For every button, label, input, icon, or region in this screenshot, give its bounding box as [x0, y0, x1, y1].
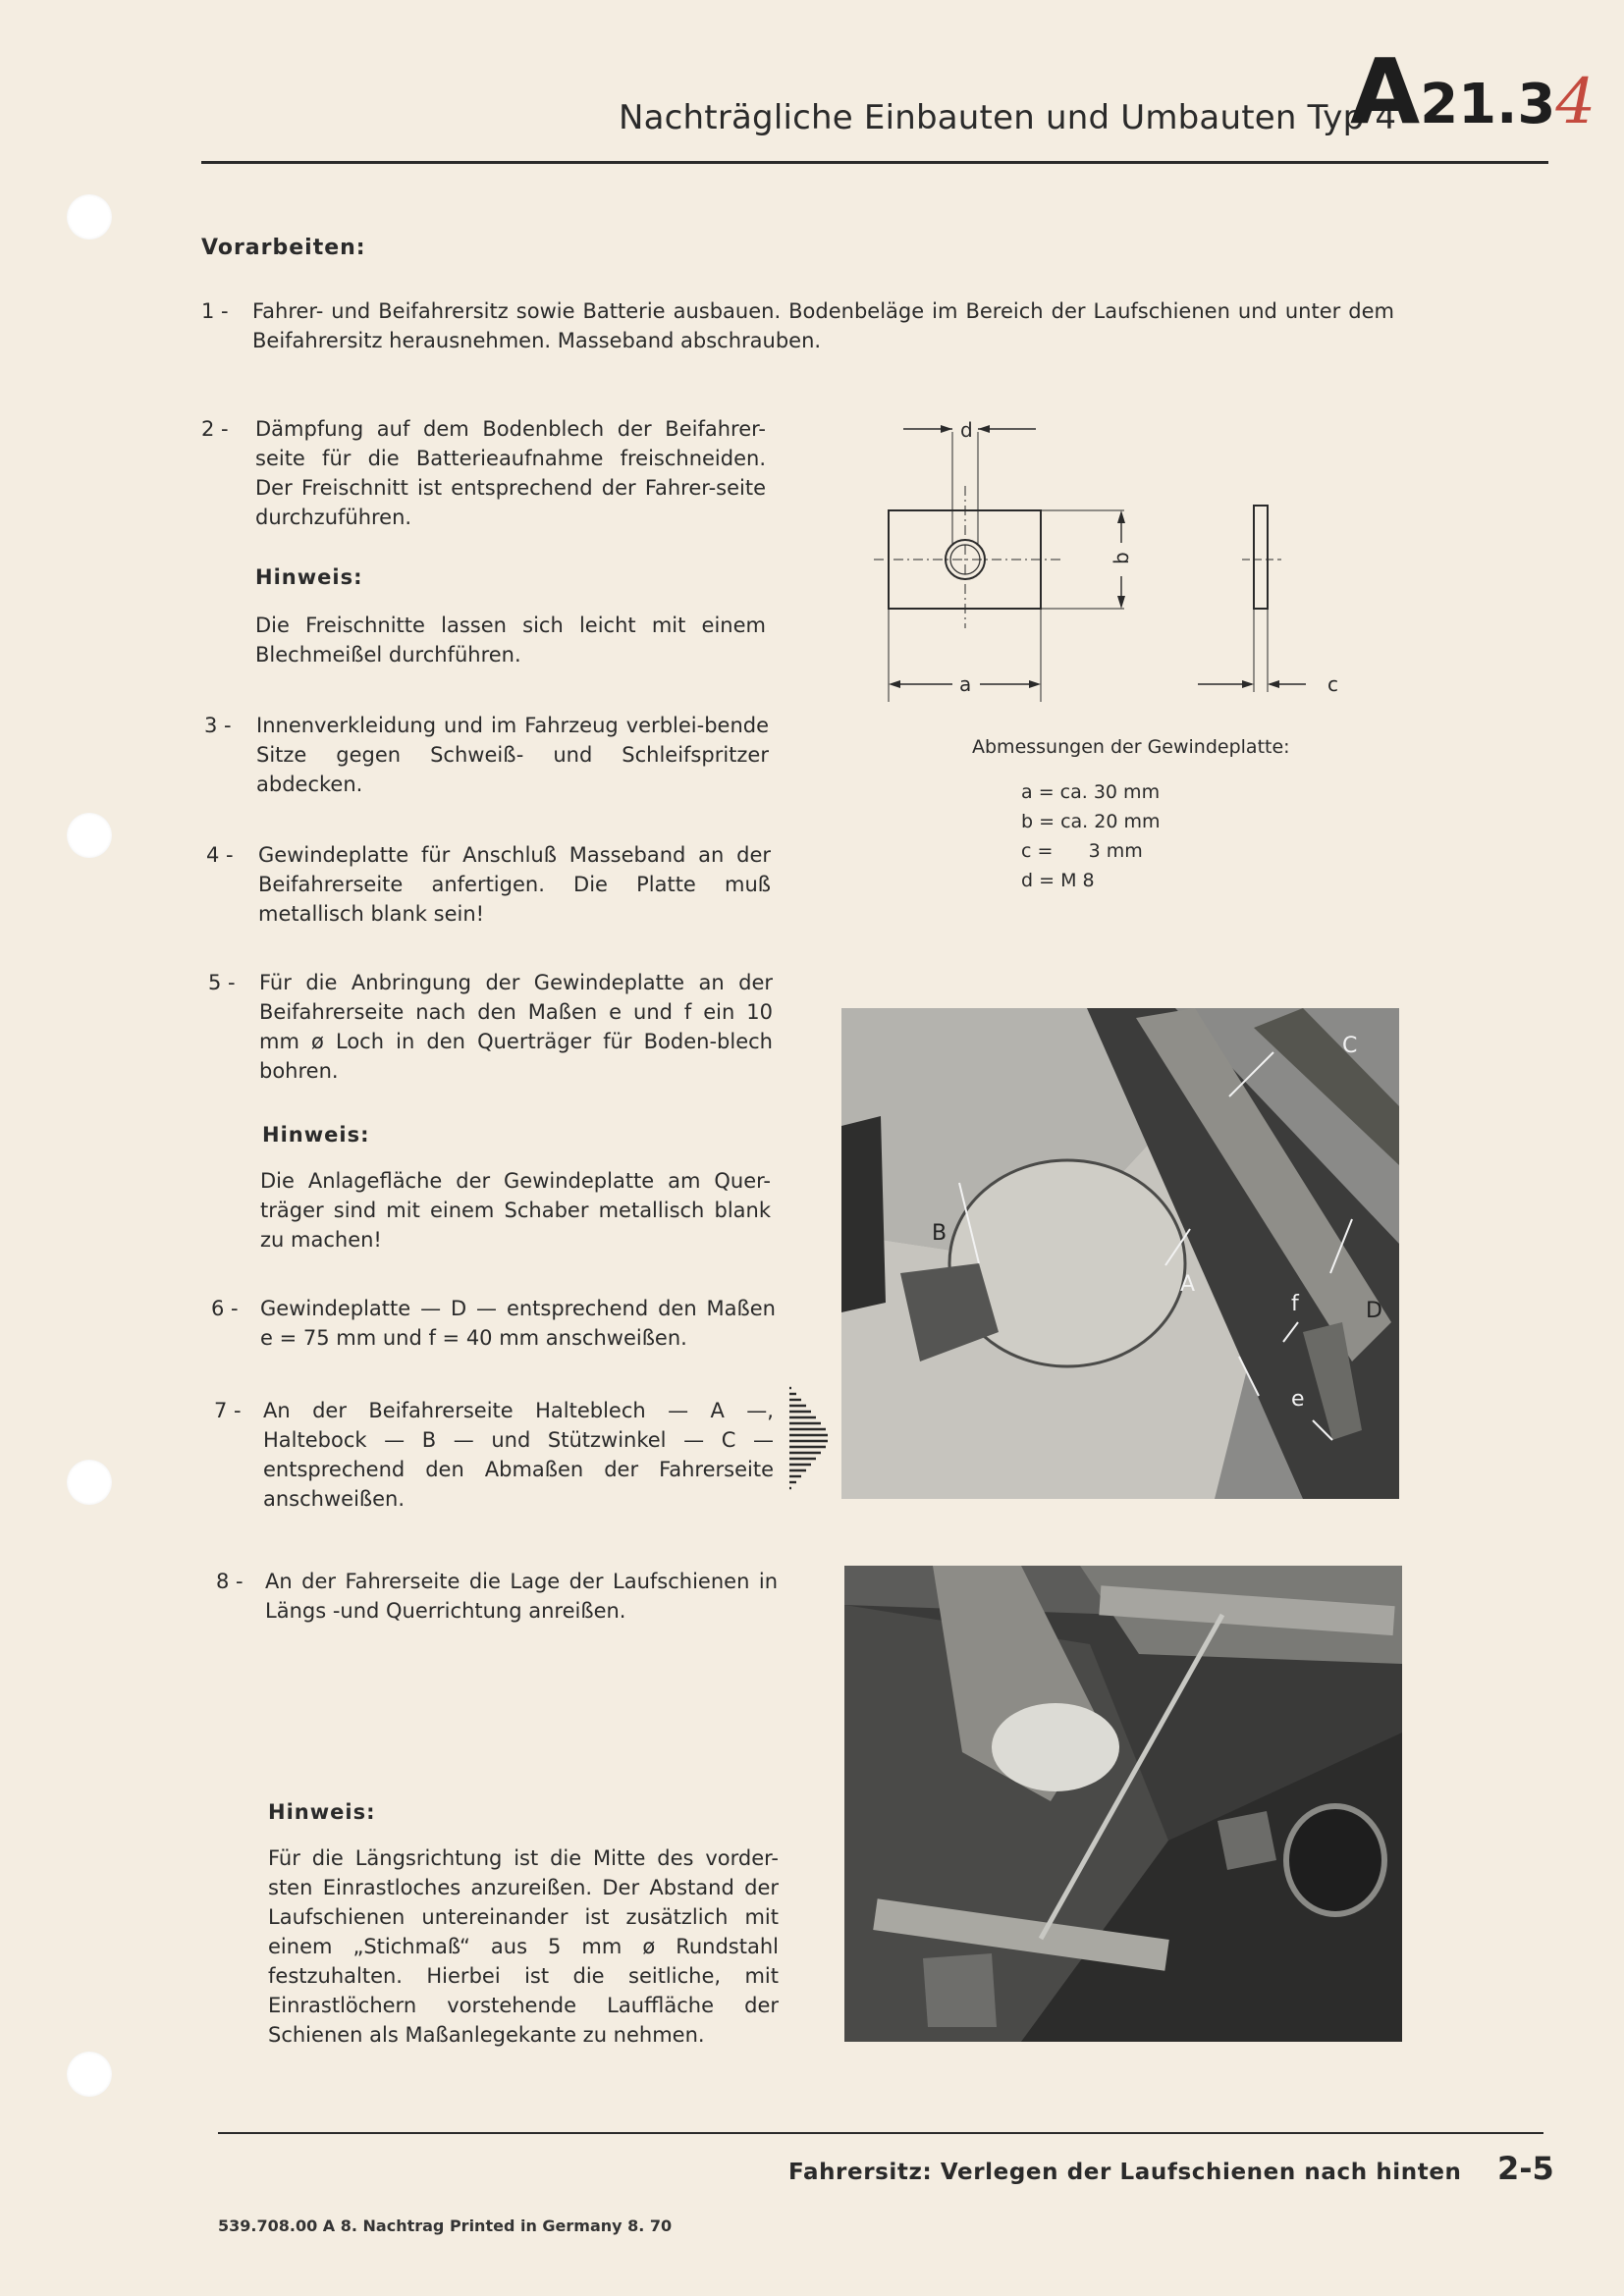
footer-title: Fahrersitz: Verlegen der Laufschienen nach hinten [788, 2160, 1462, 2185]
binder-hole [67, 1460, 112, 1505]
step-number: 2 - [201, 417, 229, 441]
dimension-list [1021, 777, 1160, 895]
hint-text: Für die Längsrichtung ist die Mitte des vorder-sten Einrastloches anzureißen. Der Abstand der Laufschienen untereinander ist zusätzlich mit einem „Stichmaß“ aus 5 mm ø Rundstahl festzuhalten. Hierbei ist die seitliche, mit Einrastlöchern vorstehende Lauffläche der Schienen als Maßanlegekante zu nehmen. [268, 1846, 779, 2047]
photo-floor-brackets [841, 1008, 1399, 1499]
binder-hole [67, 813, 112, 858]
step-text: An der Fahrerseite die Lage der Laufschienen in Längs -und Querrichtung anreißen. [265, 1570, 778, 1623]
dim-label-c: c [1327, 672, 1338, 696]
hint-heading: Hinweis: [255, 565, 363, 589]
step-number: 8 - [216, 1570, 244, 1593]
dim-label-b: b [1110, 552, 1133, 564]
page-number: 2-5 [1497, 2150, 1554, 2187]
prework-heading: Vorarbeiten: [201, 236, 366, 260]
header-rule [201, 161, 1548, 164]
dimension-row: c = 3 mm [1021, 840, 1143, 862]
binder-hole [67, 194, 112, 240]
photo-label-e: e [1291, 1387, 1305, 1412]
dimension-row: b = ca. 20 mm [1021, 811, 1161, 832]
page-title: Nachträgliche Einbauten und Umbauten Typ 4 [619, 98, 1397, 137]
photo-label-D: D [1366, 1299, 1382, 1323]
photo-label-A: A [1180, 1272, 1196, 1297]
footer-rule [218, 2132, 1543, 2134]
photo-label-f: f [1291, 1292, 1299, 1316]
plate-side-view [1254, 506, 1268, 609]
step-text: Fahrer- und Beifahrersitz sowie Batterie ausbauen. Bodenbeläge im Bereich der Laufschienen und unter dem Beifahrersitz herausnehmen. Masseband abschrauben. [252, 299, 1394, 352]
dimension-row: d = M 8 [1021, 870, 1095, 891]
step-number: 1 - [201, 299, 229, 323]
step-1 [201, 296, 1394, 357]
hint-text: Die Anlagefläche der Gewindeplatte am Quer-träger sind mit einem Schaber metallisch blank zu machen! [260, 1169, 771, 1252]
photo-label-C: C [1342, 1034, 1358, 1058]
photo-label-B: B [932, 1221, 947, 1246]
step-2 [201, 414, 766, 534]
step-number: 5 - [208, 971, 236, 994]
step-text: An der Beifahrerseite Halteblech — A —, Haltebock — B — und Stützwinkel — C — entsprechend den Abmaßen der Fahrerseite anschweißen. [263, 1399, 774, 1511]
diagram-caption: Abmessungen der Gewindeplatte: [972, 736, 1290, 758]
step-text: Innenverkleidung und im Fahrzeug verblei-bende Sitze gegen Schweiß- und Schleifspritzer abdecken. [256, 714, 769, 796]
step-8 [216, 1567, 781, 1628]
dim-label-a: a [959, 672, 972, 696]
step-text: Gewindeplatte für Anschluß Masseband an der Beifahrerseite anfertigen. Die Platte muß metallisch blank sein! [258, 843, 771, 926]
hint-heading: Hinweis: [268, 1800, 376, 1824]
section-code-letter: A [1350, 39, 1421, 144]
print-info: 539.708.00 A 8. Nachtrag Printed in Germany 8. 70 [218, 2216, 673, 2235]
section-code [1350, 39, 1596, 144]
step-number: 7 - [214, 1399, 242, 1422]
step-5 [208, 968, 773, 1088]
step-6 [211, 1294, 776, 1355]
step-3 [204, 711, 769, 801]
step-text: Dämpfung auf dem Bodenblech der Beifahrer-seite für die Batterieaufnahme freischneiden. Der Freischnitt ist entsprechend der Fahrer-seite durchzuführen. [255, 417, 766, 529]
dim-label-d: d [960, 418, 973, 442]
hint-heading: Hinweis: [262, 1123, 370, 1147]
step-7 [214, 1396, 779, 1516]
hint-text: Die Freischnitte lassen sich leicht mit einem Blechmeißel durchführen. [255, 614, 766, 667]
step-text: Für die Anbringung der Gewindeplatte an der Beifahrerseite nach den Maßen e und f ein 10 mm ø Loch in den Querträger für Boden-blech bohren. [259, 971, 773, 1083]
dimension-row: a = ca. 30 mm [1021, 781, 1161, 803]
photo-marking-rails [844, 1566, 1402, 2042]
binder-hole [67, 2052, 112, 2097]
section-code-handwritten: 4 [1555, 66, 1597, 138]
step-4 [206, 840, 771, 931]
continue-arrow-icon [787, 1384, 829, 1492]
section-code-number: 21.3 [1420, 73, 1556, 136]
step-number: 6 - [211, 1297, 239, 1320]
step-number: 4 - [206, 843, 234, 867]
step-number: 3 - [204, 714, 232, 737]
step-text: Gewindeplatte — D — entsprechend den Maßen e = 75 mm und f = 40 mm anschweißen. [260, 1297, 776, 1350]
thread-plate-diagram [864, 407, 1338, 712]
